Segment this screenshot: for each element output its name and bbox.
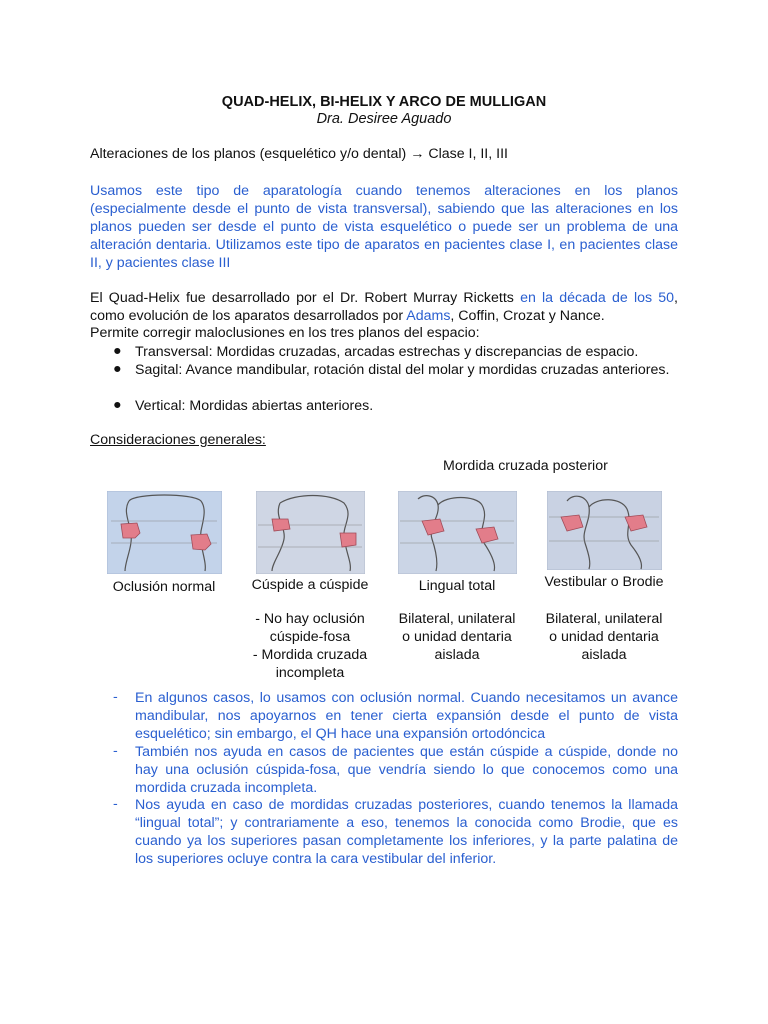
quadhelix-paragraph bbox=[90, 289, 678, 325]
quadhelix-text-2: , como evolución de los aparatos desarrollados por bbox=[90, 290, 678, 324]
bullet-marker: ● bbox=[113, 397, 122, 413]
desc-line: Bilateral, unilateral bbox=[398, 611, 516, 627]
figure-label-cuspide: Cúspide a cúspide bbox=[251, 577, 369, 593]
figure-label-vestibular-brodie: Vestibular o Brodie bbox=[544, 574, 664, 590]
figure-label-oclusion-normal: Oclusión normal bbox=[112, 579, 216, 595]
consideraciones-heading: Consideraciones generales: bbox=[90, 432, 266, 448]
bullet-marker: ● bbox=[113, 343, 122, 359]
desc-line: aislada bbox=[434, 647, 480, 663]
figure-lingual-total bbox=[398, 491, 517, 574]
usamos-paragraph: Usamos este tipo de aparatología cuando tenemos alteraciones en los planos (especialmente desde el punto de vista transversal), sabiendo que las alteraciones en los planos pueden ser desde el punto de vista esquelético o puede ser un problema de una alteración dentaria. Utilizamos este tipo de aparatos en pacientes clase I, en pacientes clase II, y pacientes clase III bbox=[90, 183, 678, 271]
figure-desc-lingual-total bbox=[387, 610, 527, 664]
desc-line: - No hay oclusión bbox=[255, 611, 365, 627]
bullet-vertical: Vertical: Mordidas abiertas anteriores. bbox=[135, 398, 374, 414]
bullet-sagital: Sagital: Avance mandibular, rotación distal del molar y mordidas cruzadas anteriores. bbox=[135, 362, 670, 378]
bullet-marker: ● bbox=[113, 361, 122, 377]
dash-marker: - bbox=[113, 796, 118, 812]
quadhelix-text-3: , Coffin, Crozat y Nance. bbox=[450, 308, 605, 324]
quadhelix-text-1: El Quad-Helix fue desarrollado por el Dr. Robert Murray Ricketts bbox=[90, 290, 521, 306]
document-author: Dra. Desiree Aguado bbox=[316, 111, 452, 127]
figure-vestibular-brodie bbox=[547, 491, 662, 570]
desc-line: o unidad dentaria bbox=[402, 629, 512, 645]
figure-desc-cuspide bbox=[234, 610, 386, 682]
desc-line: o unidad dentaria bbox=[549, 629, 659, 645]
figure-cuspide-a-cuspide bbox=[256, 491, 365, 574]
figure-label-lingual-total: Lingual total bbox=[418, 578, 496, 594]
dash-item-oclusion-normal: En algunos casos, lo usamos con oclusión normal. Cuando necesitamos un avance mandibular, nos apoyarnos en tener cierta expansión desde el punto de vista esquelético; sin embargo, el QH hace una expansión ortodóncica bbox=[135, 690, 678, 742]
dash-marker: - bbox=[113, 689, 118, 705]
figure-desc-vestibular bbox=[534, 610, 674, 664]
desc-line: Bilateral, unilateral bbox=[545, 611, 663, 627]
quadhelix-decade-text: en la década de los 50 bbox=[520, 290, 675, 306]
adams-link[interactable]: Adams bbox=[406, 308, 451, 324]
dash-item-cuspide: También nos ayuda en casos de pacientes que están cúspide a cúspide, donde no hay una oclusión cúspida-fosa, que vendría siendo lo que conocemos como una mordida cruzada incompleta. bbox=[135, 744, 678, 796]
desc-line: incompleta bbox=[275, 665, 345, 681]
bullet-transversal: Transversal: Mordidas cruzadas, arcadas estrechas y discrepancias de espacio. bbox=[135, 344, 639, 360]
document-title: QUAD-HELIX, BI-HELIX Y ARCO DE MULLIGAN bbox=[221, 94, 547, 110]
quadhelix-planes-line: Permite corregir maloclusiones en los tres planos del espacio: bbox=[90, 325, 480, 341]
dash-marker: - bbox=[113, 743, 118, 759]
alteraciones-line: Alteraciones de los planos (esquelético y/o dental) → Clase I, II, III bbox=[90, 146, 508, 162]
desc-line: aislada bbox=[581, 647, 627, 663]
desc-line: cúspide-fosa bbox=[269, 629, 351, 645]
mordida-heading: Mordida cruzada posterior bbox=[443, 458, 608, 474]
figure-oclusion-normal bbox=[107, 491, 222, 574]
desc-line: - Mordida cruzada bbox=[252, 647, 368, 663]
dash-item-mordidas-cruzadas: Nos ayuda en caso de mordidas cruzadas posteriores, cuando tenemos la llamada “lingual total”; y contrariamente a eso, tenemos la conocida como Brodie, que es cuando ya los superiores pasan completamente los inferiores, y la parte palatina de los superiores ocluye contra la cara vestibular del inferior. bbox=[135, 797, 678, 867]
